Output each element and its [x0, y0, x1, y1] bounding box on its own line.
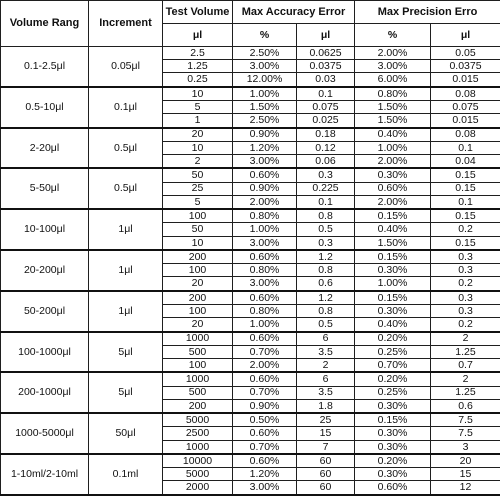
precision-pct-cell: 0.40% [355, 318, 431, 332]
accuracy-pct-cell: 0.90% [233, 128, 297, 142]
precision-ul-cell: 20 [431, 454, 500, 468]
precision-ul-cell: 2 [431, 372, 500, 386]
accuracy-ul-cell: 2 [297, 359, 355, 373]
test-volume-cell: 10000 [163, 454, 233, 468]
precision-pct-cell: 0.30% [355, 305, 431, 318]
accuracy-ul-cell: 0.1 [297, 87, 355, 101]
accuracy-pct-cell: 1.00% [233, 223, 297, 236]
precision-pct-cell: 0.15% [355, 250, 431, 264]
precision-ul-cell: 0.7 [431, 359, 500, 373]
increment-cell: 1μl [89, 291, 163, 332]
accuracy-pct-cell: 0.60% [233, 454, 297, 468]
precision-ul-cell: 0.15 [431, 168, 500, 182]
accuracy-pct-cell: 0.60% [233, 332, 297, 346]
volume-range-cell: 100-1000μl [1, 332, 89, 373]
precision-pct-cell: 0.20% [355, 372, 431, 386]
accuracy-ul-cell: 0.0625 [297, 47, 355, 60]
accuracy-ul-cell: 0.06 [297, 155, 355, 169]
accuracy-pct-cell: 3.00% [233, 481, 297, 495]
header-increment: Increment [89, 1, 163, 47]
precision-ul-cell: 0.3 [431, 264, 500, 277]
accuracy-ul-cell: 60 [297, 454, 355, 468]
volume-range-cell: 0.1-2.5μl [1, 47, 89, 87]
accuracy-pct-cell: 0.50% [233, 413, 297, 427]
accuracy-ul-cell: 0.12 [297, 141, 355, 154]
test-volume-cell: 20 [163, 128, 233, 142]
increment-cell: 0.5μl [89, 168, 163, 209]
test-volume-cell: 100 [163, 264, 233, 277]
precision-pct-cell: 0.30% [355, 168, 431, 182]
precision-ul-cell: 0.2 [431, 318, 500, 332]
precision-pct-cell: 0.80% [355, 87, 431, 101]
precision-pct-cell: 6.00% [355, 73, 431, 87]
precision-pct-cell: 0.15% [355, 291, 431, 305]
accuracy-ul-cell: 60 [297, 468, 355, 481]
test-volume-cell: 2000 [163, 481, 233, 495]
table-row [1, 332, 500, 346]
precision-pct-cell: 0.30% [355, 427, 431, 440]
precision-pct-cell: 0.40% [355, 223, 431, 236]
accuracy-pct-cell: 0.60% [233, 427, 297, 440]
subheader-precision-ul: μl [431, 24, 500, 47]
test-volume-cell: 10 [163, 236, 233, 250]
accuracy-ul-cell: 25 [297, 413, 355, 427]
accuracy-ul-cell: 0.025 [297, 114, 355, 128]
test-volume-cell: 1 [163, 114, 233, 128]
precision-ul-cell: 1.25 [431, 345, 500, 358]
accuracy-ul-cell: 0.03 [297, 73, 355, 87]
accuracy-pct-cell: 0.80% [233, 305, 297, 318]
increment-cell: 50μl [89, 413, 163, 454]
test-volume-cell: 1.25 [163, 60, 233, 73]
test-volume-cell: 20 [163, 318, 233, 332]
table-row [1, 209, 500, 223]
precision-pct-cell: 0.20% [355, 454, 431, 468]
precision-pct-cell: 0.60% [355, 182, 431, 195]
table-row [1, 372, 500, 386]
precision-pct-cell: 1.50% [355, 236, 431, 250]
precision-ul-cell: 0.2 [431, 277, 500, 291]
test-volume-cell: 2.5 [163, 47, 233, 60]
accuracy-pct-cell: 1.50% [233, 101, 297, 114]
accuracy-pct-cell: 3.00% [233, 60, 297, 73]
precision-ul-cell: 0.08 [431, 87, 500, 101]
volume-range-cell: 20-200μl [1, 250, 89, 291]
accuracy-ul-cell: 0.8 [297, 264, 355, 277]
accuracy-pct-cell: 0.60% [233, 168, 297, 182]
accuracy-ul-cell: 0.225 [297, 182, 355, 195]
precision-ul-cell: 0.6 [431, 399, 500, 413]
test-volume-cell: 1000 [163, 372, 233, 386]
volume-range-cell: 200-1000μl [1, 372, 89, 413]
header-max-accuracy-error: Max Accuracy Error [233, 1, 355, 24]
precision-ul-cell: 0.15 [431, 236, 500, 250]
accuracy-pct-cell: 0.70% [233, 345, 297, 358]
accuracy-pct-cell: 2.00% [233, 359, 297, 373]
accuracy-pct-cell: 1.20% [233, 468, 297, 481]
precision-pct-cell: 0.25% [355, 345, 431, 358]
precision-ul-cell: 12 [431, 481, 500, 495]
accuracy-pct-cell: 0.90% [233, 399, 297, 413]
table-row [1, 413, 500, 427]
accuracy-ul-cell: 7 [297, 440, 355, 454]
test-volume-cell: 20 [163, 277, 233, 291]
spec-table-body [1, 47, 500, 496]
precision-ul-cell: 0.3 [431, 250, 500, 264]
accuracy-ul-cell: 1.2 [297, 250, 355, 264]
accuracy-pct-cell: 0.80% [233, 209, 297, 223]
volume-range-cell: 1000-5000μl [1, 413, 89, 454]
table-row [1, 168, 500, 182]
precision-ul-cell: 0.04 [431, 155, 500, 169]
precision-pct-cell: 0.60% [355, 481, 431, 495]
test-volume-cell: 5 [163, 101, 233, 114]
table-row [1, 128, 500, 142]
header-max-precision-error: Max Precision Erro [355, 1, 500, 24]
increment-cell: 1μl [89, 209, 163, 250]
test-volume-cell: 100 [163, 209, 233, 223]
increment-cell: 1μl [89, 250, 163, 291]
header-test-volume: Test Volume [163, 1, 233, 24]
increment-cell: 0.1μl [89, 87, 163, 128]
accuracy-ul-cell: 0.0375 [297, 60, 355, 73]
precision-ul-cell: 15 [431, 468, 500, 481]
test-volume-cell: 100 [163, 305, 233, 318]
volume-range-cell: 2-20μl [1, 128, 89, 169]
precision-ul-cell: 0.2 [431, 223, 500, 236]
test-volume-cell: 50 [163, 223, 233, 236]
table-row [1, 87, 500, 101]
test-volume-cell: 100 [163, 359, 233, 373]
accuracy-pct-cell: 0.60% [233, 291, 297, 305]
increment-cell: 0.5μl [89, 128, 163, 169]
precision-ul-cell: 0.075 [431, 101, 500, 114]
precision-pct-cell: 0.30% [355, 264, 431, 277]
test-volume-cell: 10 [163, 141, 233, 154]
accuracy-ul-cell: 0.1 [297, 195, 355, 209]
test-volume-cell: 200 [163, 250, 233, 264]
precision-ul-cell: 0.1 [431, 195, 500, 209]
increment-cell: 5μl [89, 332, 163, 373]
test-volume-cell: 5 [163, 195, 233, 209]
precision-ul-cell: 0.05 [431, 47, 500, 60]
precision-pct-cell: 0.30% [355, 399, 431, 413]
test-volume-cell: 200 [163, 291, 233, 305]
increment-cell: 0.05μl [89, 47, 163, 87]
precision-ul-cell: 1.25 [431, 386, 500, 399]
increment-cell: 0.1ml [89, 454, 163, 495]
test-volume-cell: 25 [163, 182, 233, 195]
precision-ul-cell: 0.3 [431, 291, 500, 305]
accuracy-ul-cell: 15 [297, 427, 355, 440]
subheader-test-volume-unit: μl [163, 24, 233, 47]
precision-pct-cell: 3.00% [355, 60, 431, 73]
test-volume-cell: 1000 [163, 332, 233, 346]
accuracy-ul-cell: 0.6 [297, 277, 355, 291]
accuracy-pct-cell: 3.00% [233, 277, 297, 291]
precision-ul-cell: 0.015 [431, 114, 500, 128]
precision-ul-cell: 0.15 [431, 209, 500, 223]
volume-range-cell: 50-200μl [1, 291, 89, 332]
accuracy-ul-cell: 0.8 [297, 305, 355, 318]
subheader-precision-pct: % [355, 24, 431, 47]
test-volume-cell: 5000 [163, 468, 233, 481]
accuracy-pct-cell: 0.80% [233, 264, 297, 277]
test-volume-cell: 1000 [163, 440, 233, 454]
precision-ul-cell: 0.08 [431, 128, 500, 142]
accuracy-ul-cell: 3.5 [297, 345, 355, 358]
accuracy-pct-cell: 1.00% [233, 87, 297, 101]
table-row [1, 454, 500, 468]
accuracy-pct-cell: 3.00% [233, 236, 297, 250]
accuracy-pct-cell: 12.00% [233, 73, 297, 87]
accuracy-pct-cell: 0.70% [233, 440, 297, 454]
subheader-accuracy-ul: μl [297, 24, 355, 47]
subheader-accuracy-pct: % [233, 24, 297, 47]
test-volume-cell: 10 [163, 87, 233, 101]
test-volume-cell: 2500 [163, 427, 233, 440]
accuracy-ul-cell: 6 [297, 372, 355, 386]
precision-pct-cell: 0.30% [355, 468, 431, 481]
accuracy-pct-cell: 2.50% [233, 114, 297, 128]
accuracy-pct-cell: 1.20% [233, 141, 297, 154]
test-volume-cell: 2 [163, 155, 233, 169]
precision-pct-cell: 2.00% [355, 47, 431, 60]
table-row [1, 250, 500, 264]
accuracy-pct-cell: 1.00% [233, 318, 297, 332]
accuracy-pct-cell: 0.70% [233, 386, 297, 399]
test-volume-cell: 500 [163, 386, 233, 399]
accuracy-pct-cell: 0.90% [233, 182, 297, 195]
precision-pct-cell: 0.40% [355, 128, 431, 142]
precision-pct-cell: 1.00% [355, 141, 431, 154]
test-volume-cell: 500 [163, 345, 233, 358]
accuracy-ul-cell: 3.5 [297, 386, 355, 399]
accuracy-ul-cell: 0.075 [297, 101, 355, 114]
accuracy-ul-cell: 0.3 [297, 236, 355, 250]
header-volume-range: Volume Rang [1, 1, 89, 47]
precision-pct-cell: 0.15% [355, 209, 431, 223]
test-volume-cell: 200 [163, 399, 233, 413]
precision-pct-cell: 0.15% [355, 413, 431, 427]
precision-pct-cell: 2.00% [355, 195, 431, 209]
precision-ul-cell: 7.5 [431, 427, 500, 440]
accuracy-pct-cell: 2.00% [233, 195, 297, 209]
test-volume-cell: 0.25 [163, 73, 233, 87]
precision-pct-cell: 0.25% [355, 386, 431, 399]
precision-pct-cell: 1.00% [355, 277, 431, 291]
precision-ul-cell: 0.15 [431, 182, 500, 195]
test-volume-cell: 50 [163, 168, 233, 182]
precision-ul-cell: 0.015 [431, 73, 500, 87]
volume-range-cell: 0.5-10μl [1, 87, 89, 128]
precision-pct-cell: 1.50% [355, 101, 431, 114]
accuracy-pct-cell: 2.50% [233, 47, 297, 60]
accuracy-ul-cell: 1.8 [297, 399, 355, 413]
test-volume-cell: 5000 [163, 413, 233, 427]
accuracy-ul-cell: 60 [297, 481, 355, 495]
volume-range-cell: 1-10ml/2-10ml [1, 454, 89, 495]
accuracy-ul-cell: 1.2 [297, 291, 355, 305]
precision-ul-cell: 0.1 [431, 141, 500, 154]
accuracy-pct-cell: 0.60% [233, 250, 297, 264]
precision-ul-cell: 7.5 [431, 413, 500, 427]
precision-ul-cell: 3 [431, 440, 500, 454]
precision-ul-cell: 0.3 [431, 305, 500, 318]
table-row [1, 47, 500, 60]
precision-pct-cell: 1.50% [355, 114, 431, 128]
precision-pct-cell: 0.30% [355, 440, 431, 454]
precision-ul-cell: 0.0375 [431, 60, 500, 73]
accuracy-ul-cell: 0.3 [297, 168, 355, 182]
accuracy-pct-cell: 0.60% [233, 372, 297, 386]
table-row [1, 291, 500, 305]
precision-ul-cell: 2 [431, 332, 500, 346]
increment-cell: 5μl [89, 372, 163, 413]
accuracy-ul-cell: 0.5 [297, 318, 355, 332]
accuracy-ul-cell: 0.5 [297, 223, 355, 236]
volume-range-cell: 10-100μl [1, 209, 89, 250]
precision-pct-cell: 2.00% [355, 155, 431, 169]
precision-pct-cell: 0.20% [355, 332, 431, 346]
precision-pct-cell: 0.70% [355, 359, 431, 373]
accuracy-pct-cell: 3.00% [233, 155, 297, 169]
volume-range-cell: 5-50μl [1, 168, 89, 209]
accuracy-ul-cell: 6 [297, 332, 355, 346]
accuracy-ul-cell: 0.18 [297, 128, 355, 142]
accuracy-ul-cell: 0.8 [297, 209, 355, 223]
